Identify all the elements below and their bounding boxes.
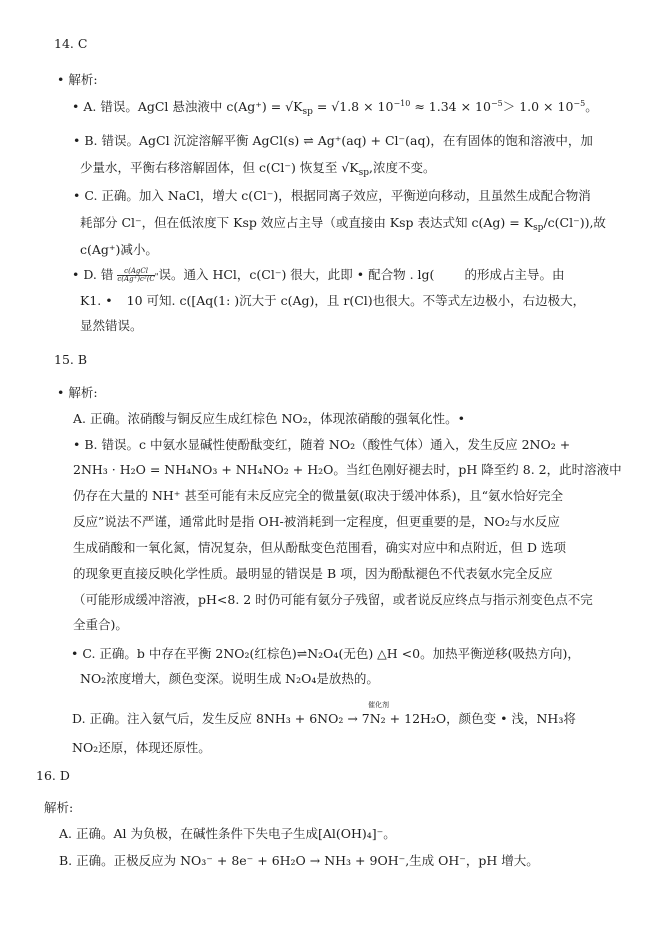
q14-option-d-line1	[72, 267, 564, 285]
q14-d-l2c: [Aq(1: )沉大于 c(Ag)，且 r(Cl)也很大。不等式左边极小，右边极大，	[191, 293, 586, 308]
q15-analysis-label: • 解析:	[57, 385, 98, 400]
q14-a-exp: −10	[393, 99, 411, 108]
q14-option-b-line2	[80, 160, 436, 178]
q14-option-d-line2	[80, 293, 585, 309]
q15-option-c-line1: • C. 正确。b 中存在平衡 2NO₂(红棕色)⇌N₂O₄(无色) △H <0。加热平衡逆移(吸热方向)，	[71, 646, 580, 661]
q14-a-sub: sp	[302, 107, 313, 117]
q14-c-l2-end: /c(Cl⁻)),故	[543, 215, 606, 230]
q14-a-math3: = √1.8 × 10	[312, 99, 394, 114]
q14-option-c-line2	[80, 215, 606, 233]
q15-option-b-line2: 2NH₃ · H₂O = NH₄NO₃ + NH₄NO₂ + H₂O。当红色刚好褪去时，pH 降至约 8. 2，此时溶液中	[73, 462, 622, 477]
q15-option-b-line7: （可能形成缓冲溶液，pH<8. 2 时仍可能有氨分子残留，或者说反应终点与指示剂变色点不完	[73, 592, 593, 607]
q14-c-l2-text: 耗部分 Cl⁻，但在低浓度下 Ksp 效应占主导（或直接由 Ksp 表达式知 c(Ag) = K	[80, 215, 534, 230]
q14-d-l2b: 10 可知. c(	[126, 293, 192, 308]
q15-option-b-line5: 生成硝酸和一氧化氮，情况复杂，但从酚酞变色范围看，确实对应中和点附近，但 D 选项	[73, 540, 566, 555]
q14-d-l1d: 的形成占主导。由	[464, 267, 565, 282]
q14-a-exp3: −5	[573, 99, 586, 108]
q15-option-b-line4: 反应”说法不严谨，通常此时是指 OH-被消耗到一定程度，但更重要的是，NO₂与水反应	[73, 514, 560, 529]
q14-d-l1c: 误。通入 HCl，c(Cl⁻) 很大，此即 • 配合物 . lg(	[158, 267, 435, 282]
q15-option-d-line2: NO₂还原，体现还原性。	[72, 740, 211, 755]
q14-d-l1a: • D. 错	[72, 267, 114, 282]
q14-option-b-line1: • B. 错误。AgCl 沉淀溶解平衡 AgCl(s) ⇌ Ag⁺(aq) + Cl⁻(aq)，在有固体的饱和溶液中，加	[73, 133, 593, 148]
q16-header: 16. D	[36, 768, 70, 783]
q14-d-fraction	[117, 268, 154, 283]
q14-a-math5: ＞ 1.0 × 10	[502, 99, 574, 114]
q14-d-frac-den: c(Ag⁺)c²(C	[117, 275, 155, 283]
q14-a-math4: ≈ 1.34 × 10	[410, 99, 491, 114]
q16-option-b: B. 正确。正极反应为 NO₃⁻ + 8e⁻ + 6H₂O → NH₃ + 9OH⁻,生成 OH⁻，pH 增大。	[59, 853, 539, 868]
q14-option-a	[72, 99, 598, 117]
q14-b-l2-sub: sp	[358, 168, 370, 178]
q14-a-math: ⁺) = √K	[255, 99, 303, 114]
q14-header: 14. C	[54, 36, 88, 51]
q15-catalyst-label: 催化剂	[368, 701, 389, 709]
q14-d-l1b: "	[154, 272, 159, 281]
q15-option-b-line1: • B. 错误。c 中氨水显碱性使酚酞变红，随着 NO₂（酸性气体）通入，发生反应 2NO₂ +	[73, 437, 571, 452]
q14-d-l2a: K1. •	[80, 293, 113, 308]
q14-b-l2-text: 少量水，平衡右移溶解固体，但 c(Cl⁻) 恢复至 √K	[80, 160, 359, 175]
q15-option-b-line8: 全重合)。	[73, 617, 128, 632]
q16-option-a: A. 正确。Al 为负极，在碱性条件下失电子生成[Al(OH)₄]⁻。	[59, 826, 396, 841]
q15-option-a: A. 正确。浓硝酸与铜反应生成红棕色 NO₂，体现浓硝酸的强氧化性。•	[73, 411, 466, 426]
q15-option-c-line2: NO₂浓度增大，颜色变深。说明生成 N₂O₄是放热的。	[80, 671, 379, 686]
q14-a-text: • A. 错误。AgCl 悬浊液中 c(Ag	[72, 99, 256, 114]
q14-b-l2-end: ,浓度不变。	[369, 160, 436, 175]
q14-option-c-line1: • C. 正确。加入 NaCl，增大 c(Cl⁻)，根据同离子效应，平衡逆向移动，且虽然生成配合物消	[73, 188, 591, 203]
q16-analysis-label: 解析:	[44, 800, 74, 815]
q14-option-c-line3: c(Ag⁺)减小。	[80, 242, 158, 257]
q14-c-l2-sub: sp	[533, 223, 544, 233]
q14-a-end: 。	[585, 99, 598, 114]
q14-a-exp2: −5	[490, 99, 503, 108]
q15-header: 15. B	[54, 352, 88, 367]
q15-option-b-line6: 的现象更直接反映化学性质。最明显的错误是 B 项，因为酚酞褪色不代表氨水完全反应	[73, 566, 553, 581]
q14-option-d-line3: 显然错误。	[80, 318, 143, 333]
q14-analysis-label: • 解析:	[57, 72, 98, 87]
q15-option-b-line3: 仍存在大量的 NH⁺ 甚至可能有未反应完全的微量氨(取决于缓冲体系)，且“氨水恰好完全	[73, 488, 564, 503]
q15-option-d-line1: D. 正确。注入氨气后，发生反应 8NH₃ + 6NO₂ → 7N₂ + 12H₂O，颜色变 • 浅，NH₃将	[72, 711, 576, 726]
q14-d-frac-num: c(AgCl	[117, 268, 154, 276]
